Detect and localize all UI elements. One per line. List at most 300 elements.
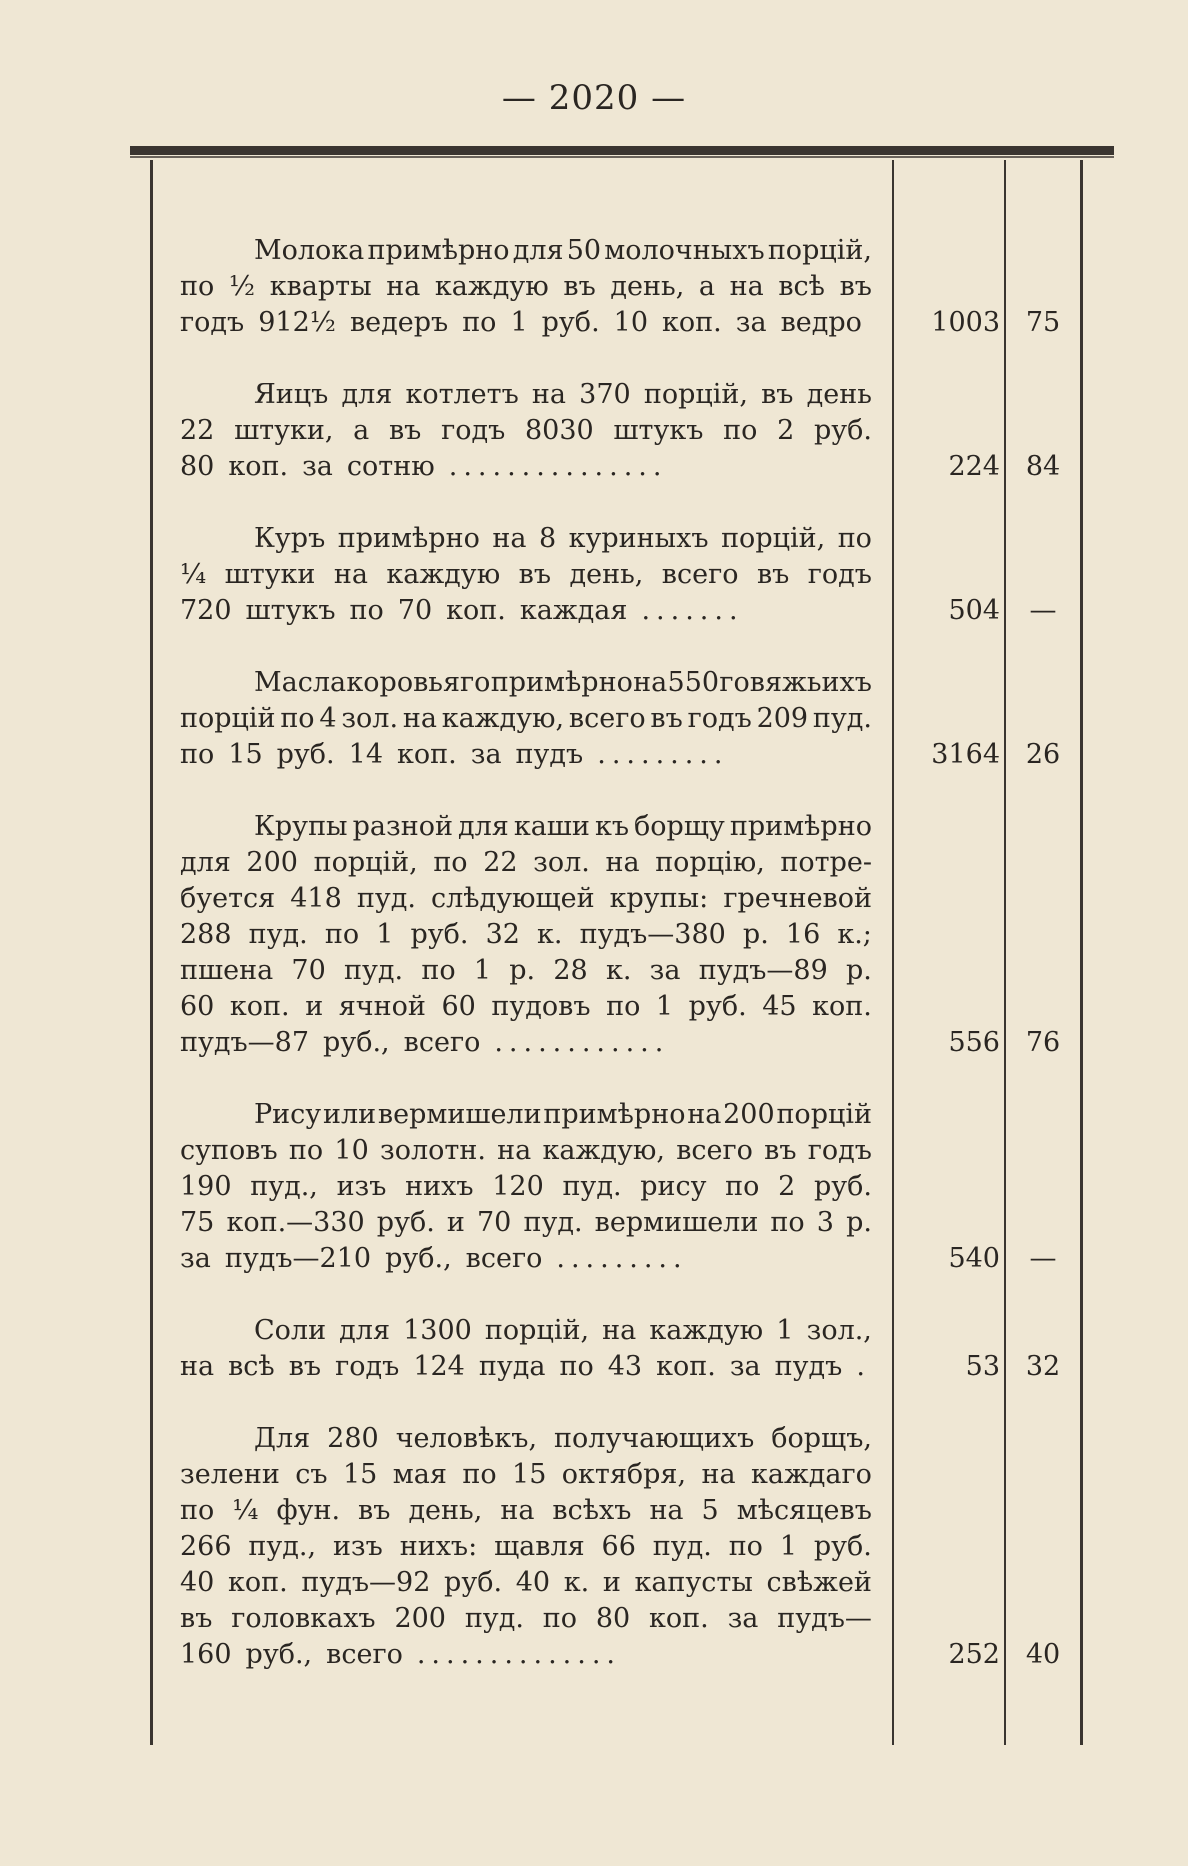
word: руб. — [813, 415, 872, 446]
word: 14 — [348, 739, 383, 770]
word: коп. — [649, 1603, 709, 1634]
word: Соли — [254, 1315, 327, 1346]
word: штукъ — [613, 415, 704, 446]
word: 5 — [701, 1495, 719, 1526]
word: 70 — [397, 595, 433, 626]
word: къ — [594, 811, 629, 842]
word: пуд. — [248, 919, 308, 950]
word: всего — [661, 559, 739, 590]
word: 200 — [723, 1099, 775, 1130]
word: примѣрно — [367, 235, 510, 266]
word: на — [701, 1459, 736, 1490]
text-line — [180, 1097, 872, 1133]
amount-rubles: 252 — [948, 1639, 1000, 1670]
word: въ — [761, 379, 794, 410]
word: зол. — [533, 847, 590, 878]
word: 15 — [512, 1459, 547, 1490]
word: по — [180, 1495, 215, 1526]
word: капусты — [634, 1567, 753, 1598]
word: по — [180, 739, 215, 770]
word: золотн. — [380, 1135, 486, 1166]
word: ¼ — [232, 1495, 259, 1526]
word: пудъ—92 — [301, 1567, 431, 1598]
word: пудовъ — [491, 991, 591, 1022]
word: и — [305, 991, 324, 1022]
word: по — [180, 271, 215, 302]
word: 912½ — [258, 307, 336, 338]
word: на — [531, 379, 566, 410]
word: каждую — [649, 1315, 764, 1346]
word: человѣкъ, — [395, 1423, 538, 1454]
word: мѣсяцевъ — [736, 1495, 872, 1526]
word: зелени — [180, 1459, 280, 1490]
word: по — [324, 919, 360, 950]
text-line — [180, 1349, 872, 1385]
word: руб. — [444, 1567, 503, 1598]
word: 160 — [180, 1639, 232, 1670]
word: и — [602, 1567, 621, 1598]
text-line — [180, 1169, 872, 1205]
word: для — [180, 847, 231, 878]
text-line — [180, 701, 872, 737]
word: по — [462, 1459, 497, 1490]
word: 40 — [515, 1567, 551, 1598]
word: 45 — [762, 991, 797, 1022]
text-line — [180, 377, 872, 413]
word: 1 — [779, 1531, 797, 1562]
text-line — [180, 665, 872, 701]
word: примѣрно — [729, 811, 872, 842]
word: руб. — [688, 991, 747, 1022]
word: коп. — [228, 451, 289, 482]
word: пудъ— — [777, 1603, 872, 1634]
word: коп. — [812, 991, 872, 1022]
amount-rubles: 53 — [965, 1351, 1000, 1382]
word: изъ — [332, 1531, 383, 1562]
word: буется — [180, 883, 276, 914]
word: 2 — [778, 1171, 796, 1202]
word: годъ — [807, 559, 872, 590]
word: годъ — [687, 703, 752, 734]
word: по — [433, 847, 468, 878]
text-line — [180, 1565, 872, 1601]
word: каждую — [434, 271, 549, 302]
word: порцій, — [313, 847, 418, 878]
word: каждаго — [751, 1459, 872, 1490]
word: 40 — [180, 1567, 215, 1598]
word: к. — [605, 955, 632, 986]
word: всего — [403, 1027, 481, 1058]
word: нихъ: — [399, 1531, 478, 1562]
word: руб. — [410, 919, 469, 950]
word: 10 — [613, 307, 649, 338]
word: на — [500, 1495, 535, 1526]
word: на — [492, 523, 527, 554]
word: пуд. — [523, 1207, 583, 1238]
word: пудъ—380 — [579, 919, 726, 950]
word: 1300 — [403, 1315, 472, 1346]
word: всѣ — [778, 271, 825, 302]
word: или — [322, 1099, 377, 1130]
word: каждую, — [542, 1135, 665, 1166]
word: пудъ—87 — [180, 1027, 310, 1058]
word: 200 — [246, 847, 298, 878]
text-line — [180, 737, 872, 773]
word: 550 — [667, 667, 720, 698]
dot-leader: ............... — [448, 451, 668, 482]
amount-rubles: 504 — [948, 595, 1000, 626]
word: руб., — [323, 1027, 390, 1058]
text-line — [180, 413, 872, 449]
word: Крупы — [254, 811, 348, 842]
word: 190 — [180, 1171, 232, 1202]
word: день — [806, 379, 872, 410]
word: по — [421, 955, 456, 986]
entry-text — [180, 1097, 872, 1277]
text-line — [180, 305, 872, 341]
word: пуд., — [250, 1171, 318, 1202]
word: годъ — [807, 1135, 872, 1166]
text-line — [180, 989, 872, 1025]
word: всего — [676, 1135, 753, 1166]
word: день, — [569, 559, 644, 590]
word: по — [288, 1135, 324, 1166]
word: всѣхъ — [552, 1495, 632, 1526]
word: по — [837, 523, 872, 554]
word: ¼ — [180, 559, 207, 590]
amount-kopecks: 76 — [1025, 1027, 1061, 1058]
word: по — [725, 1171, 760, 1202]
word: коп. — [397, 739, 457, 770]
word: ½ — [228, 271, 256, 302]
top-rule — [130, 146, 1114, 155]
word: кварты — [269, 271, 372, 302]
word: слѣдующей — [430, 883, 595, 914]
word: Масла — [254, 667, 347, 698]
word: въ — [518, 559, 552, 590]
text-line — [180, 593, 872, 629]
word: за — [302, 451, 333, 482]
word: ведеръ — [349, 307, 449, 338]
word: по — [723, 415, 758, 446]
entry-text — [180, 665, 872, 773]
word: по — [542, 1603, 577, 1634]
amount-kopecks: — — [1029, 1243, 1057, 1274]
word: получающихъ — [554, 1423, 755, 1454]
text-line — [180, 953, 872, 989]
word: 15 — [228, 739, 263, 770]
word: за — [735, 307, 767, 338]
word: 75 — [180, 1207, 215, 1238]
word: порцій, — [484, 1315, 590, 1346]
text-line — [180, 1601, 872, 1637]
word: котлетъ — [405, 379, 519, 410]
kopecks-column-border — [1004, 160, 1006, 1745]
word: а — [353, 415, 370, 446]
entry-text — [180, 1421, 872, 1673]
word: за — [180, 1243, 211, 1274]
word: руб. — [376, 1207, 435, 1238]
word: коп. — [446, 595, 506, 626]
text-line — [180, 557, 872, 593]
word: сотню — [346, 451, 435, 482]
word: на — [605, 847, 640, 878]
word: 1 — [376, 919, 394, 950]
word: порцію, — [655, 847, 765, 878]
word: 3 — [816, 1207, 834, 1238]
word: 120 — [492, 1171, 544, 1202]
word: въ — [563, 271, 596, 302]
word: для — [512, 235, 564, 266]
word: 720 — [180, 595, 232, 626]
word: пудъ—89 — [698, 955, 828, 986]
word: примѣрно — [490, 667, 633, 698]
word: 22 — [483, 847, 518, 878]
word: 16 — [785, 919, 821, 950]
word: к.; — [837, 919, 872, 950]
table-left-border — [150, 160, 153, 1745]
word: руб. — [813, 1171, 872, 1202]
word: 28 — [553, 955, 588, 986]
word: р. — [846, 955, 872, 986]
word: для — [341, 379, 393, 410]
entry-text — [180, 1313, 872, 1385]
entry-text — [180, 233, 872, 341]
amount-kopecks: — — [1029, 595, 1057, 626]
amount-kopecks: 75 — [1025, 307, 1061, 338]
text-line — [180, 809, 872, 845]
dot-leader: ....... — [641, 595, 744, 626]
word: годъ — [335, 1351, 400, 1382]
word: день, — [408, 1495, 483, 1526]
page-number: — 2020 — — [501, 78, 687, 118]
text-line — [180, 917, 872, 953]
word: на — [333, 559, 368, 590]
word: Молока — [254, 235, 365, 266]
word: головкахъ — [231, 1603, 376, 1634]
text-line — [180, 1421, 872, 1457]
word: всего — [465, 1243, 543, 1274]
word: по — [770, 1207, 805, 1238]
word: въ — [358, 1495, 391, 1526]
rubles-column-border — [892, 160, 894, 1745]
word: въ — [650, 703, 683, 734]
word: пуд. — [344, 955, 404, 986]
text-line — [180, 1313, 872, 1349]
word: руб., — [245, 1639, 313, 1670]
word: фун. — [276, 1495, 341, 1526]
word: суповъ — [180, 1135, 278, 1166]
word: за — [729, 1351, 761, 1382]
word: каждая — [519, 595, 628, 626]
word: 32 — [485, 919, 520, 950]
text-line — [180, 521, 872, 557]
amount-kopecks: 84 — [1025, 451, 1061, 482]
word: 70 — [291, 955, 326, 986]
amount-rubles: 556 — [948, 1027, 1000, 1058]
word: пуд. — [464, 1603, 524, 1634]
word: каждую, — [441, 703, 565, 734]
word: Куръ — [254, 523, 326, 554]
word: пуд., — [248, 1531, 317, 1562]
word: 43 — [607, 1351, 643, 1382]
word: каждую — [386, 559, 501, 590]
word: руб. — [541, 307, 600, 338]
word: 209 — [756, 703, 809, 734]
word: по — [606, 991, 641, 1022]
amount-kopecks: 26 — [1025, 739, 1061, 770]
word: 4 — [319, 703, 337, 734]
word: для — [457, 811, 509, 842]
word: руб. — [813, 1531, 872, 1562]
amount-kopecks: 32 — [1025, 1351, 1061, 1382]
word: зол. — [341, 703, 399, 734]
amount-rubles: 224 — [948, 451, 1000, 482]
word: штуки, — [234, 415, 334, 446]
word: на — [402, 703, 437, 734]
word: въ — [180, 1603, 213, 1634]
text-line — [180, 449, 872, 485]
word: коровьяго — [346, 667, 491, 698]
word: коп. — [662, 307, 722, 338]
word: всего — [568, 703, 646, 734]
word: 280 — [327, 1423, 379, 1454]
word: 22 — [180, 415, 215, 446]
text-line — [180, 1241, 872, 1277]
word: крупы: — [609, 883, 709, 914]
word: на — [180, 1351, 215, 1382]
text-line — [180, 1637, 872, 1673]
word: съ — [295, 1459, 328, 1490]
text-line — [180, 1205, 872, 1241]
word: 8030 — [524, 415, 594, 446]
word: 60 — [180, 991, 215, 1022]
word: говяжьихъ — [719, 667, 872, 698]
word: борщу — [634, 811, 725, 842]
word: пудъ—210 — [224, 1243, 372, 1274]
dot-leader: .............. — [416, 1639, 621, 1670]
amount-rubles: 1003 — [931, 307, 1000, 338]
word: руб. — [276, 739, 335, 770]
word: штукъ — [245, 595, 336, 626]
word: каши — [513, 811, 590, 842]
word: на — [602, 1315, 637, 1346]
table-right-border — [1080, 160, 1083, 1745]
word: по — [462, 307, 497, 338]
word: 66 — [601, 1531, 636, 1562]
word: въ — [764, 1135, 797, 1166]
word: штуки — [224, 559, 316, 590]
word: на — [386, 271, 421, 302]
word: 80 — [180, 451, 215, 482]
word: 2 — [777, 415, 795, 446]
word: пуд. — [652, 1531, 712, 1562]
word: въ — [288, 1351, 322, 1382]
word: день, — [610, 271, 685, 302]
word: 1 — [510, 307, 528, 338]
word: примѣрно — [543, 1099, 686, 1130]
word: порцій, — [721, 523, 826, 554]
dot-leader: ......... — [597, 739, 729, 770]
word: разной — [352, 811, 453, 842]
word: порцій, — [767, 235, 872, 266]
word: всѣ — [228, 1351, 275, 1382]
word: зол., — [806, 1315, 872, 1346]
word: на — [497, 1135, 532, 1166]
text-line — [180, 1529, 872, 1565]
word: на — [649, 1495, 684, 1526]
word: 266 — [180, 1531, 232, 1562]
entry-text — [180, 809, 872, 1061]
text-line — [180, 1025, 872, 1061]
word: и — [446, 1207, 465, 1238]
word: пудъ — [515, 739, 584, 770]
dot-leader: ............ — [494, 1027, 670, 1058]
word: октября, — [561, 1459, 687, 1490]
word: примѣрно — [337, 523, 480, 554]
word: руб., — [385, 1243, 452, 1274]
word: 288 — [180, 919, 232, 950]
text-line — [180, 881, 872, 917]
word: коп. — [656, 1351, 716, 1382]
word: щавля — [494, 1531, 585, 1562]
dot-leader: ......... — [556, 1243, 688, 1274]
word: 15 — [342, 1459, 378, 1490]
text-line — [180, 1133, 872, 1169]
word: р. — [509, 955, 536, 986]
text-line — [180, 845, 872, 881]
word: пудъ — [774, 1351, 843, 1382]
word: коп. — [229, 991, 290, 1022]
word: порцій — [776, 1099, 872, 1130]
word: на — [729, 271, 764, 302]
amount-rubles: 540 — [948, 1243, 1000, 1274]
amount-rubles: 3164 — [931, 739, 1000, 770]
word: годъ — [180, 307, 245, 338]
text-line — [180, 1493, 872, 1529]
word: въ — [388, 415, 422, 446]
word: 200 — [394, 1603, 446, 1634]
word: 418 — [290, 883, 342, 914]
word: въ — [756, 559, 790, 590]
word: для — [339, 1315, 390, 1346]
word: въ — [839, 271, 872, 302]
word: за — [727, 1603, 759, 1634]
word: нихъ — [405, 1171, 474, 1202]
word: ведро — [780, 307, 862, 338]
word: Для — [254, 1423, 311, 1454]
word: изъ — [336, 1171, 387, 1202]
word: пуд. — [812, 703, 872, 734]
word: 124 — [413, 1351, 465, 1382]
word: на — [633, 667, 668, 698]
entry-text — [180, 521, 872, 629]
word: потре- — [780, 847, 872, 878]
word: рису — [640, 1171, 707, 1202]
word: Рису — [254, 1099, 322, 1130]
word: р. — [742, 919, 769, 950]
word: всего — [326, 1639, 403, 1670]
word: 370 — [579, 379, 631, 410]
word: по — [349, 595, 384, 626]
word: пуда — [478, 1351, 546, 1382]
entry-text — [180, 377, 872, 485]
word: пшена — [180, 955, 274, 986]
word: пуд. — [562, 1171, 622, 1202]
word: 80 — [595, 1603, 631, 1634]
word: коп.—330 — [226, 1207, 365, 1238]
word: порцій, — [643, 379, 748, 410]
